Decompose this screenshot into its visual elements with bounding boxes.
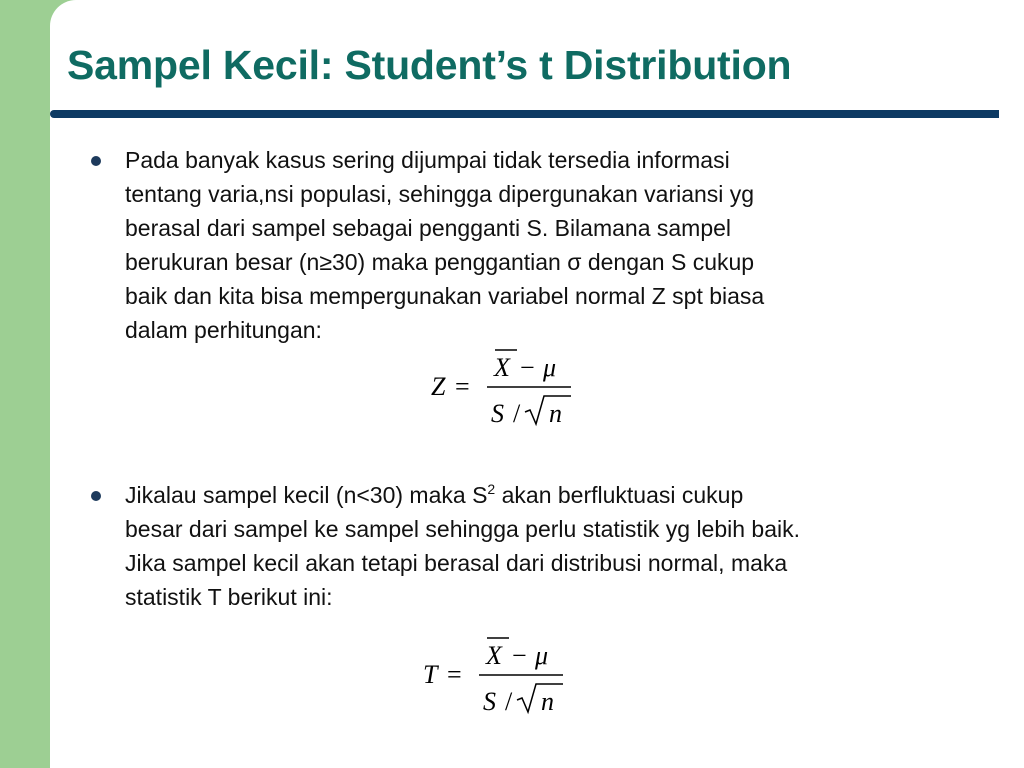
formula-z-lhs: Z bbox=[431, 372, 446, 401]
formula-t-slash: / bbox=[505, 687, 513, 716]
bullet-paragraph-1 bbox=[125, 143, 764, 347]
bullet-2-line: statistik T berikut ini: bbox=[125, 584, 333, 610]
formula-z bbox=[425, 340, 585, 432]
bullet-1-line: tentang varia,nsi populasi, sehingga dipergunakan variansi yg bbox=[125, 181, 755, 207]
formula-z-slash: / bbox=[513, 399, 521, 428]
bullet-2-line: Jikalau sampel kecil (n<30) maka $S^2$ akan berfluktuasi cukup bbox=[125, 481, 744, 508]
bullet-1-line: baik dan kita bisa mempergunakan variabel normal Z spt biasa bbox=[125, 283, 765, 309]
formula-t-n: n bbox=[541, 687, 554, 716]
formula-t-denominator-s: S bbox=[483, 687, 496, 716]
formula-z-minus: − bbox=[520, 353, 535, 382]
formula-z-equals: = bbox=[455, 372, 470, 401]
formula-z-sqrt-icon bbox=[525, 396, 571, 424]
superscript-two: 2 bbox=[487, 481, 496, 497]
bullet-dot-icon bbox=[91, 491, 101, 501]
bullet-1-line: berukuran besar (n≥30) maka penggantian σ dengan S cukup bbox=[125, 249, 755, 275]
bullet-1-line: dalam perhitungan: bbox=[125, 317, 322, 343]
formula-t-sqrt-icon bbox=[517, 684, 563, 712]
slide-title: Sampel Kecil: Student’s t Distribution bbox=[67, 42, 792, 88]
bullet-dot-icon bbox=[91, 156, 101, 166]
bullet-2-line: Jika sampel kecil akan tetapi berasal dari distribusi normal, maka bbox=[125, 550, 788, 576]
formula-t-equals: = bbox=[447, 660, 462, 689]
formula-t bbox=[417, 628, 577, 720]
formula-t-numerator-x: X bbox=[486, 641, 502, 670]
left-accent-bar bbox=[0, 0, 50, 768]
title-underline bbox=[50, 110, 999, 118]
formula-t-lhs: T bbox=[423, 660, 438, 689]
formula-z-denominator-s: S bbox=[491, 399, 504, 428]
formula-z-numerator-x: X bbox=[494, 353, 510, 382]
formula-z-mu: μ bbox=[543, 353, 557, 382]
bullet-2-line: besar dari sampel ke sampel sehingga perlu statistik yg lebih baik. bbox=[125, 516, 801, 542]
formula-t-minus: − bbox=[512, 641, 527, 670]
bullet-1-line: Pada banyak kasus sering dijumpai tidak tersedia informasi bbox=[125, 147, 730, 173]
bullet-paragraph-2 bbox=[125, 478, 800, 614]
bullet-1-line: berasal dari sampel sebagai pengganti S. Bilamana sampel bbox=[125, 215, 732, 241]
formula-z-n: n bbox=[549, 399, 562, 428]
formula-t-mu: μ bbox=[535, 641, 549, 670]
